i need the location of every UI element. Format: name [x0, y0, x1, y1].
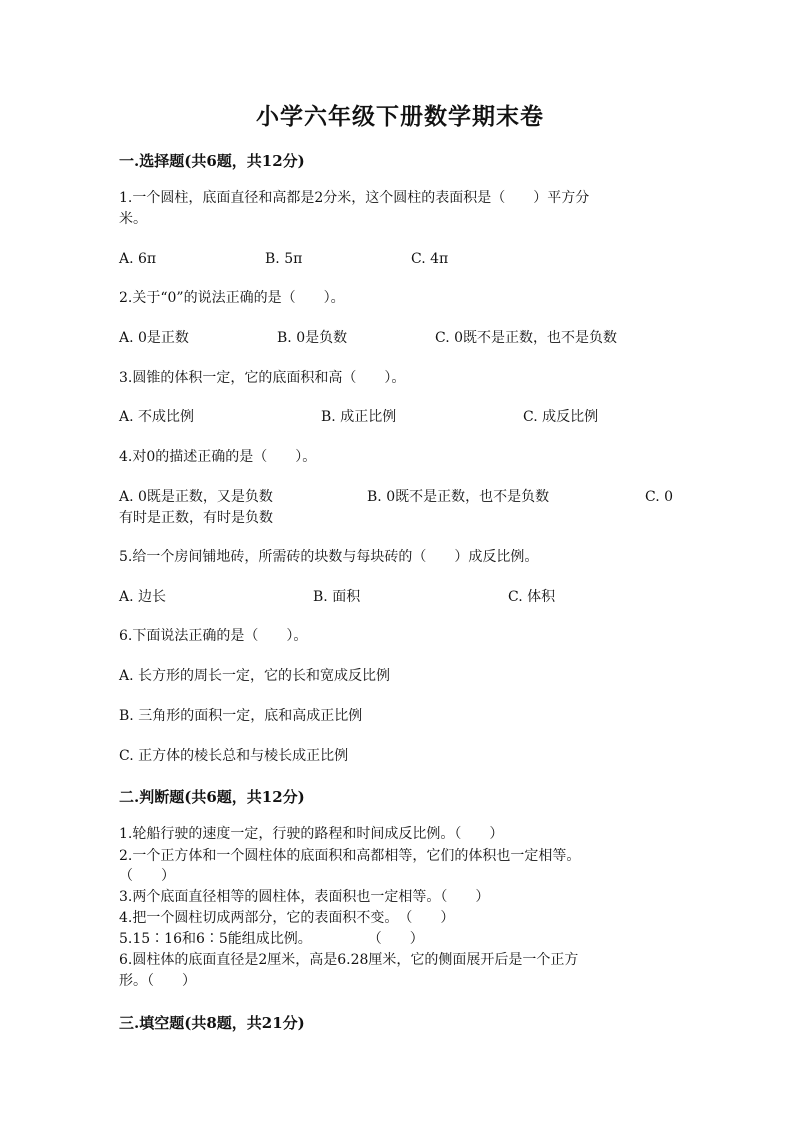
section-heading-fill: 三.填空题(共8题，共21分): [119, 1014, 305, 1032]
judge-item-1: 1.轮船行驶的速度一定，行驶的路程和时间成反比例。（ ）: [119, 826, 504, 842]
question-6-option-a: A. 长方形的周长一定，它的长和宽成反比例: [119, 668, 391, 684]
question-2-option-c: C. 0既不是正数，也不是负数: [435, 330, 618, 346]
question-5-option-b: B. 面积: [313, 589, 361, 605]
question-5-option-a: A. 边长: [119, 589, 167, 605]
question-4-option-c: C. 0: [645, 489, 674, 505]
question-2-option-a: A. 0是正数: [119, 330, 189, 346]
question-2-option-b: B. 0是负数: [277, 330, 348, 346]
judge-item-6-cont: 形。（ ）: [119, 973, 196, 989]
question-1-option-c: C. 4π: [411, 251, 449, 267]
judge-item-3: 3.两个底面直径相等的圆柱体，表面积也一定相等。（ ）: [119, 889, 490, 905]
section-heading-judge: 二.判断题(共6题，共12分): [119, 788, 305, 806]
question-4-stem: 4.对0的描述正确的是（ ）。: [119, 449, 317, 465]
section-heading-choice: 一.选择题(共6题，共12分): [119, 152, 305, 170]
question-3-stem: 3.圆锥的体积一定，它的底面积和高（ ）。: [119, 370, 406, 386]
question-4-option-b: B. 0既不是正数，也不是负数: [367, 489, 550, 505]
judge-item-6: 6.圆柱体的底面直径是2厘米，高是6.28厘米，它的侧面展开后是一个正方: [119, 952, 579, 968]
question-5-option-c: C. 体积: [508, 589, 556, 605]
question-3-option-a: A. 不成比例: [119, 409, 195, 425]
question-6-option-c: C. 正方体的棱长总和与棱长成正比例: [119, 748, 349, 764]
judge-item-2: 2.一个正方体和一个圆柱体的底面积和高都相等，它们的体积也一定相等。: [119, 848, 581, 864]
judge-item-5: 5.15∶16和6∶5能组成比例。 （ ）: [119, 931, 424, 947]
question-1-option-a: A. 6π: [119, 251, 157, 267]
question-1-stem: 1.一个圆柱，底面直径和高都是2分米，这个圆柱的表面积是（ ）平方分: [119, 190, 590, 206]
question-3-option-c: C. 成反比例: [523, 409, 599, 425]
page-title: 小学六年级下册数学期末卷: [256, 103, 544, 130]
question-1-option-b: B. 5π: [265, 251, 303, 267]
question-6-stem: 6.下面说法正确的是（ ）。: [119, 628, 308, 644]
question-5-stem: 5.给一个房间铺地砖，所需砖的块数与每块砖的（ ）成反比例。: [119, 549, 539, 565]
question-6-option-b: B. 三角形的面积一定，底和高成正比例: [119, 708, 363, 724]
judge-item-2-cont: （ ）: [119, 868, 175, 884]
question-1-stem-cont: 米。: [119, 211, 147, 227]
question-2-stem: 2.关于“0”的说法正确的是（ ）。: [119, 290, 345, 306]
question-3-option-b: B. 成正比例: [321, 409, 397, 425]
judge-item-4: 4.把一个圆柱切成两部分，它的表面积不变。 （ ）: [119, 910, 455, 926]
question-4-option-a: A. 0既是正数，又是负数: [119, 489, 273, 505]
question-4-option-c-cont: 有时是正数，有时是负数: [119, 510, 273, 526]
